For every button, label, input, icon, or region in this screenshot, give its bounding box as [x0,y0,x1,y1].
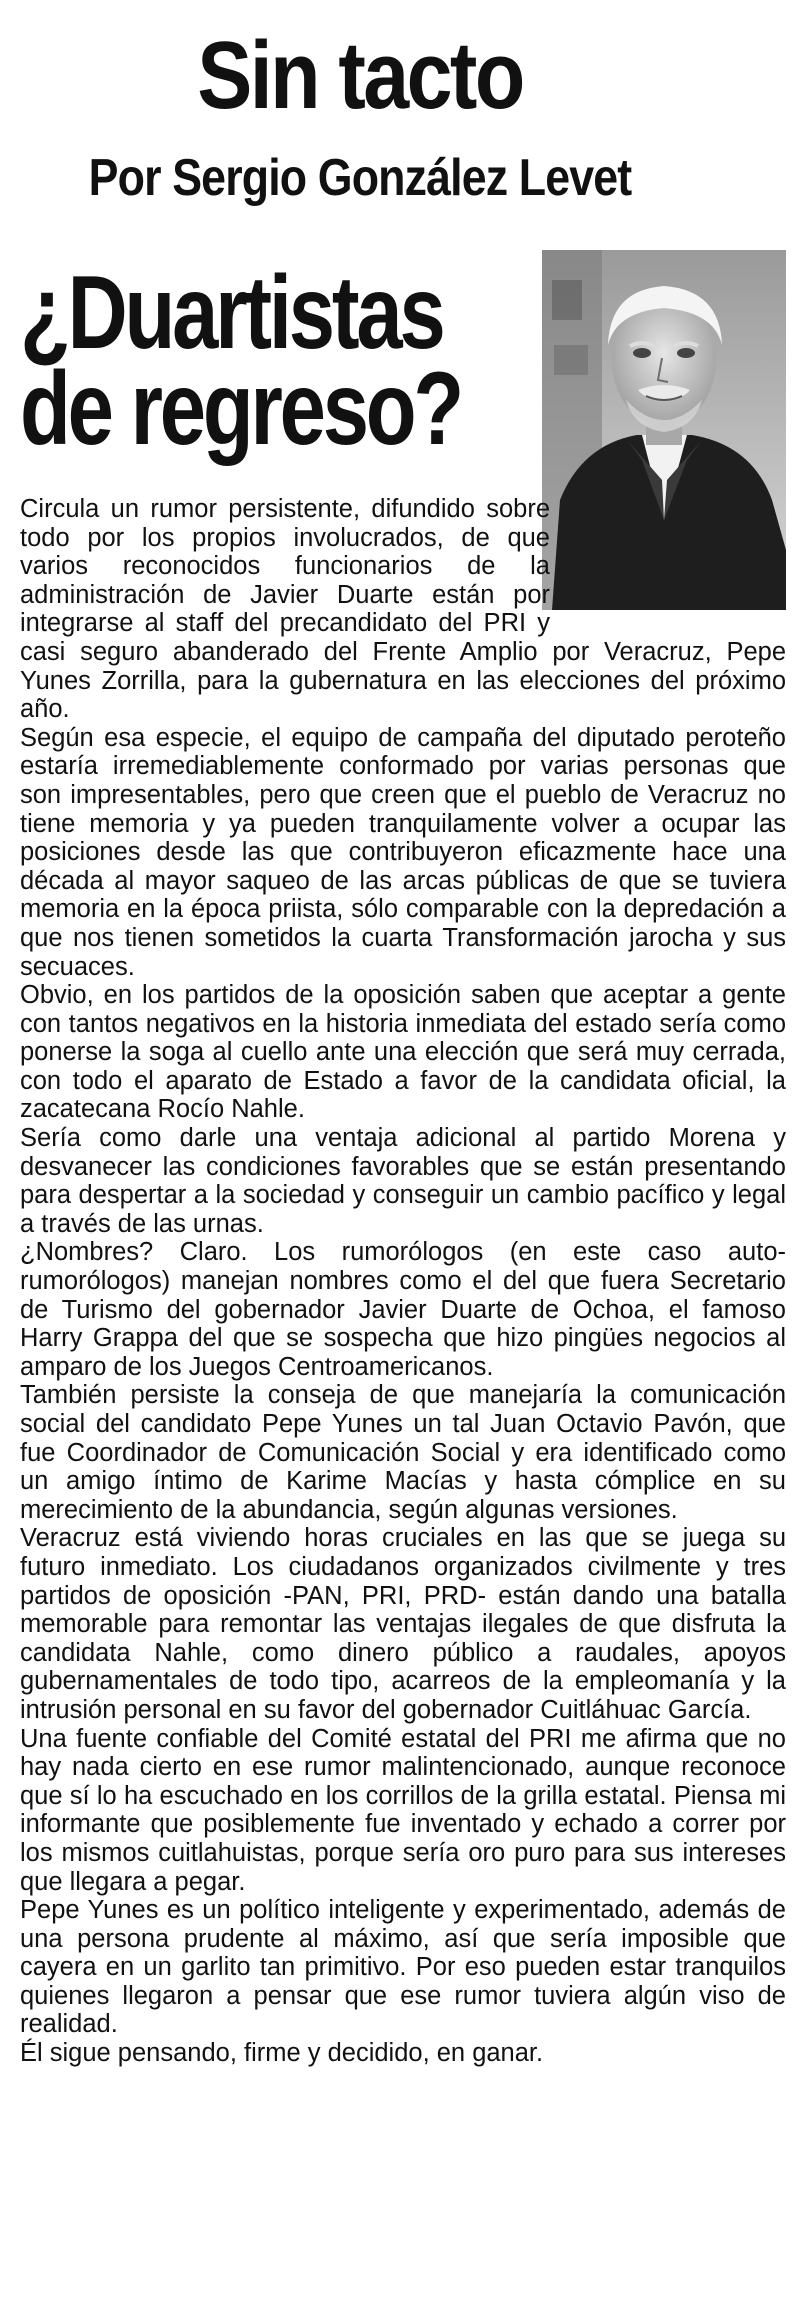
article-headline [20,255,462,467]
article-paragraph-8: Una fuente confiable del Comité estatal del PRI me afirma que no hay nada cierto en ese rumor malintencionado, aunque reconoce que sí lo ha escuchado en los corrillos de la grilla estatal. Piensa mi informante que posiblemente fue inventado y echado a correr por los mismos cuitlahuistas, porque sería oro puro para sus intereses que llegara a pegar. [20,1724,786,1896]
article-paragraph-4: Sería como darle una ventaja adicional al partido Morena y desvanecer las condiciones favorables que se están presentando para despertar a la sociedad y conseguir un cambio pacífico y legal a través de las urnas. [20,1124,786,1238]
article-paragraph-3: Obvio, en los partidos de la oposición saben que aceptar a gente con tantos negativos en la historia inmediata del estado sería como ponerse la soga al cuello ante una elección que será muy cerrada, con todo el aparato de Estado a favor de la candidata oficial, la zacatecana Rocío Nahle. [20,981,786,1124]
headline-line-1: ¿Duartistas [20,255,443,371]
article-paragraph-6: También persiste la conseja de que manejaría la comunicación social del candidato Pepe Yunes un tal Juan Octavio Pavón, que fue Coordinador de Comunicación Social y era identificado como un amigo íntimo de Karime Macías y hasta cómplice en su merecimiento de la abundancia, según algunas versiones. [20,1381,786,1524]
article-paragraph-10: Él sigue pensando, firme y decidido, en ganar. [20,2039,544,2068]
article-paragraph-9: Pepe Yunes es un político inteligente y experimentado, además de una persona prudente al máximo, así que sería imposible que cayera en un garlito tan primitivo. Por eso pueden estar tranquilos quienes llegaron a pensar que ese rumor tuviera algún viso de realidad. [20,1896,786,2039]
photo-text-wrap-spacer [554,495,786,620]
column-byline: Por Sergio González Levet [88,149,632,207]
column-title: Sin tacto [197,22,523,129]
article-body [20,495,786,2305]
article-paragraph-1: Circula un rumor persistente, difundido sobre todo por los propios involucrados, de que varios reconocidos funcionarios de la administración de Javier Duarte están por integrarse al staff del precandidato del PRI y casi seguro abanderado del Frente Amplio por Veracruz, Pepe Yunes Zorrilla, para la gubernatura en las elecciones del próximo año. [20,495,786,724]
article-paragraph-2: Según esa especie, el equipo de campaña del diputado peroteño estaría irremediablemente conformado por varias personas que son impresentables, pero que creen que el pueblo de Veracruz no tiene memoria y ya pueden tranquilamente volver a ocupar las posiciones desde las que contribuyeron eficazmente hace una década al mayor saqueo de las arcas públicas de que se tuviera memoria en la época priista, sólo comparable con la depredación a que nos tienen sometidos la cuarta Transformación jarocha y sus secuaces. [20,723,786,981]
article-paragraph-7: Veracruz está viviendo horas cruciales en las que se juega su futuro inmediato. Los ciudadanos organizados civilmente y tres partidos de oposición -PAN, PRI, PRD- están dando una batalla memorable para remontar las ventajas ilegales de que disfruta la candidata Nahle, como dinero público a raudales, apoyos gubernamentales de todo tipo, acarreos de la empleomanía y la intrusión personal en su favor del gobernador Cuitláhuac García. [20,1524,786,1724]
headline-line-2: de regreso? [20,351,462,467]
article-paragraph-5: ¿Nombres? Claro. Los rumorólogos (en este caso auto-rumorólogos) manejan nombres como el del que fuera Secretario de Turismo del gobernador Javier Duarte de Ochoa, el famoso Harry Grappa del que se sospecha que hizo pingües negocios al amparo de los Juegos Centroamericanos. [20,1238,786,1381]
